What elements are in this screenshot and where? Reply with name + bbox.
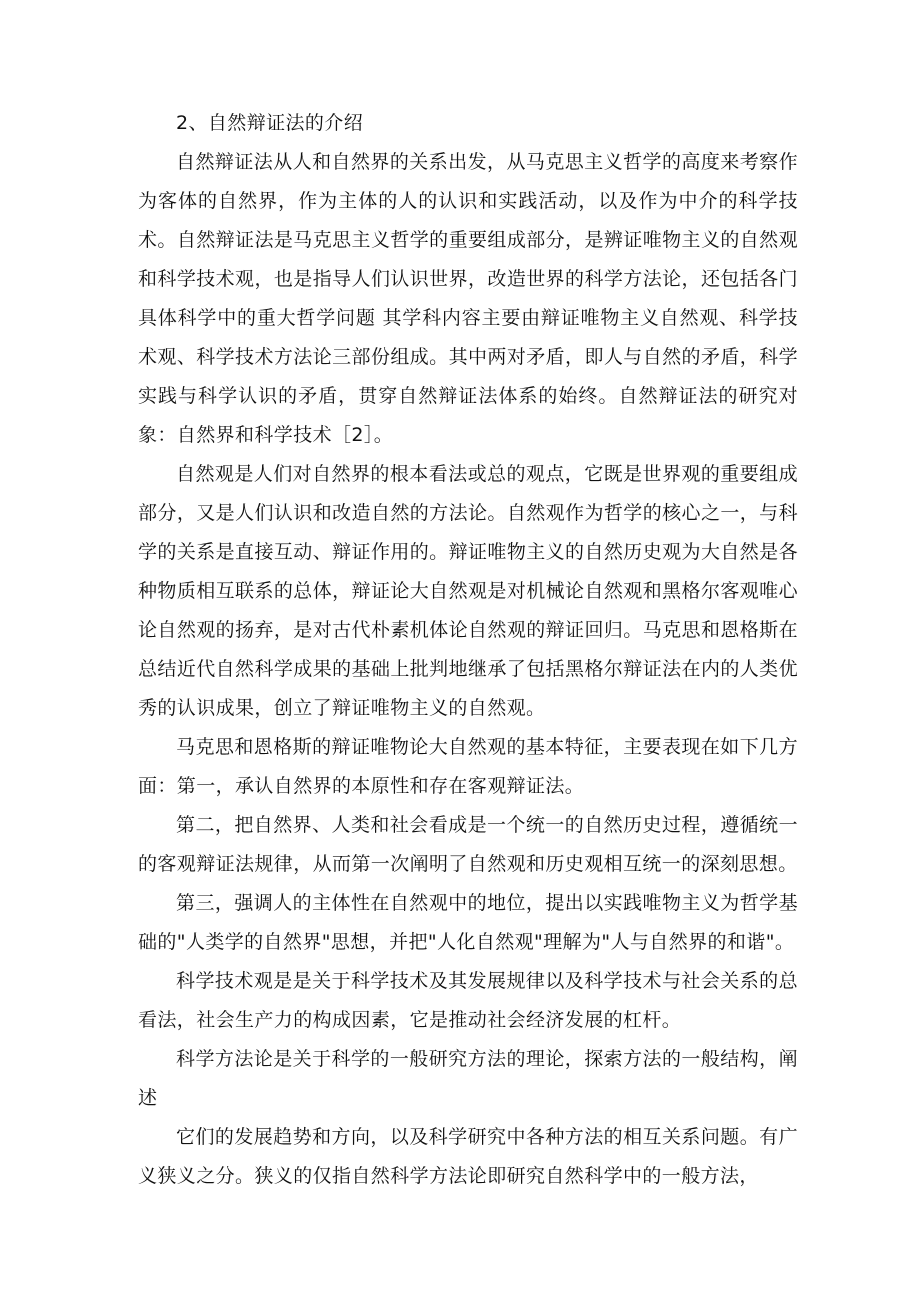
paragraph-nature-view: 自然观是人们对自然界的根本看法或总的观点，它既是世界观的重要组成部分，又是人们认识和改造自然的方法论。自然观作为哲学的核心之一，与科学的关系是直接互动、辩证作用的。辩证唯物主义的自然历史观为大自然是各种物质相互联系的总体，辩证论大自然观是对机械论自然观和黑格尔客观唯心论自然观的扬弃，是对古代朴素机体论自然观的辩证回归。马克思和恩格斯在总结近代自然科学成果的基础上批判地继承了包括黑格尔辩证法在内的人类优秀的认识成果，创立了辩证唯物主义的自然观。: [138, 463, 798, 719]
section-heading: 2、自然辩证法的介绍: [176, 112, 364, 134]
paragraph-intro: 自然辩证法从人和自然界的关系出发，从马克思主义哲学的高度来考察作为客体的自然界，作为主体的人的认识和实践活动，以及作为中介的科学技术。自然辩证法是马克思主义哲学的重要组成部分，是辨证唯物主义的自然观和科学技术观，也是指导人们认识世界，改造世界的科学方法论，还包括各门具体科学中的重大哲学问题 其学科内容主要由辩证唯物主义自然观、科学技术观、科学技术方法论三部份组成。其中两对矛盾，即人与自然的矛盾，科学实践与科学认识的矛盾，贯穿自然辩证法体系的始终。自然辩证法的研究对象：自然界和科学技术［2］。: [138, 151, 798, 446]
document-body: [138, 104, 798, 1196]
paragraph-science-tech-view: 科学技术观是是关于科学技术及其发展规律以及科学技术与社会关系的总看法，社会生产力的构成因素，它是推动社会经济发展的杠杆。: [138, 970, 798, 1031]
paragraph-methodology-cont: 它们的发展趋势和方向，以及科学研究中各种方法的相互关系问题。有广义狭义之分。狭义的仅指自然科学方法论即研究自然科学中的一般方法，: [138, 1126, 798, 1187]
paragraph-features: 马克思和恩格斯的辩证唯物论大自然观的基本特征，主要表现在如下几方面：第一，承认自然界的本原性和存在客观辩证法。: [138, 736, 798, 797]
paragraph-second: 第二，把自然界、人类和社会看成是一个统一的自然历史过程，遵循统一的客观辩证法规律，从而第一次阐明了自然观和历史观相互统一的深刻思想。: [138, 814, 798, 875]
paragraph-third: 第三，强调人的主体性在自然观中的地位，提出以实践唯物主义为哲学基础的"人类学的自然界"思想，并把"人化自然观"理解为"人与自然界的和谐"。: [138, 892, 798, 953]
paragraph-methodology: 科学方法论是关于科学的一般研究方法的理论，探索方法的一般结构，阐述: [138, 1048, 798, 1109]
